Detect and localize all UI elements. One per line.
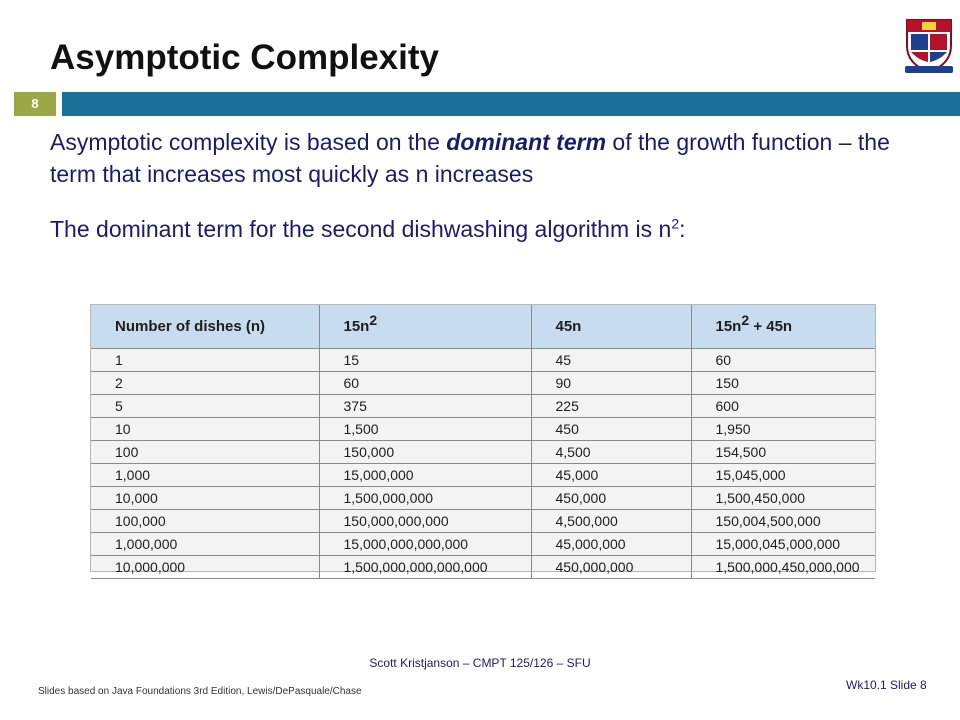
header-15n2-plus-45n: $15n^2 + 45n$ (691, 305, 875, 349)
para2-text-after: : (679, 216, 686, 242)
table-cell: 100,000 (91, 510, 319, 533)
table-cell: 1,000 (91, 464, 319, 487)
table-cell: 1,500 (319, 418, 531, 441)
table-cell: 1,500,450,000 (691, 487, 875, 510)
complexity-table-image (90, 304, 876, 575)
table-row (91, 556, 875, 579)
table-row (91, 349, 875, 372)
table-cell: 45,000 (531, 464, 691, 487)
footer-author: Scott Kristjanson – CMPT 125/126 – SFU (369, 656, 591, 670)
para2-text-before: The dominant term for the second dishwashing algorithm is n (50, 216, 672, 242)
header-15n2: $15n^2$ (319, 305, 531, 349)
table-cell: 1,500,000,450,000,000 (691, 556, 875, 579)
table-cell: 90 (531, 372, 691, 395)
table-cell: 4,500 (531, 441, 691, 464)
table-cell: 150,000 (319, 441, 531, 464)
table-cell: 150,004,500,000 (691, 510, 875, 533)
table-cell: 450,000 (531, 487, 691, 510)
university-crest-icon (903, 14, 955, 76)
table-cell: 15,000,045,000,000 (691, 533, 875, 556)
table-cell: 15,000,000,000,000 (319, 533, 531, 556)
table-cell: 15 (319, 349, 531, 372)
table-cell: 15,045,000 (691, 464, 875, 487)
table-row (91, 395, 875, 418)
table-cell: 150 (691, 372, 875, 395)
table-cell: 154,500 (691, 441, 875, 464)
table-row (91, 441, 875, 464)
table-cell: 60 (691, 349, 875, 372)
table-body (91, 349, 875, 579)
table-cell: 150,000,000,000 (319, 510, 531, 533)
footer-source: Slides based on Java Foundations 3rd Edition, Lewis/DePasquale/Chase (38, 686, 362, 697)
para1-emphasis: dominant term (446, 129, 607, 155)
footer-slide-label: Wk10.1 Slide 8 (846, 678, 927, 692)
complexity-table (91, 305, 875, 579)
header-number-of-dishes: Number of dishes (n) (91, 305, 319, 349)
table-cell: 10,000 (91, 487, 319, 510)
table-row (91, 487, 875, 510)
table-cell: 10 (91, 418, 319, 441)
table-cell: 15,000,000 (319, 464, 531, 487)
table-cell: 45 (531, 349, 691, 372)
paragraph-dominant-term (50, 126, 910, 190)
table-row (91, 418, 875, 441)
table-row (91, 464, 875, 487)
table-cell: 10,000,000 (91, 556, 319, 579)
table-cell: 225 (531, 395, 691, 418)
table-cell: 450 (531, 418, 691, 441)
table-row (91, 533, 875, 556)
table-cell: 375 (319, 395, 531, 418)
header-accent-bar (62, 92, 960, 116)
para1-text-after: of the growth function – the term that increases most quickly as n increases (50, 129, 890, 187)
table-cell: 600 (691, 395, 875, 418)
table-cell: 100 (91, 441, 319, 464)
table-cell: 1,950 (691, 418, 875, 441)
table-cell: 4,500,000 (531, 510, 691, 533)
table-cell: 450,000,000 (531, 556, 691, 579)
slide-title: Asymptotic Complexity (50, 38, 439, 77)
para1-text-before: Asymptotic complexity is based on the (50, 129, 447, 155)
paragraph-second-algorithm (50, 213, 910, 245)
table-cell: 1,500,000,000,000,000 (319, 556, 531, 579)
table-cell: 5 (91, 395, 319, 418)
table-header-row (91, 305, 875, 349)
table-row (91, 510, 875, 533)
table-cell: 1 (91, 349, 319, 372)
table-cell: 45,000,000 (531, 533, 691, 556)
table-cell: 1,500,000,000 (319, 487, 531, 510)
para2-superscript: 2 (671, 215, 680, 232)
header-45n: 45n (531, 305, 691, 349)
table-row (91, 372, 875, 395)
table-cell: 1,000,000 (91, 533, 319, 556)
slide-number-badge: 8 (14, 92, 56, 116)
table-cell: 60 (319, 372, 531, 395)
table-cell: 2 (91, 372, 319, 395)
